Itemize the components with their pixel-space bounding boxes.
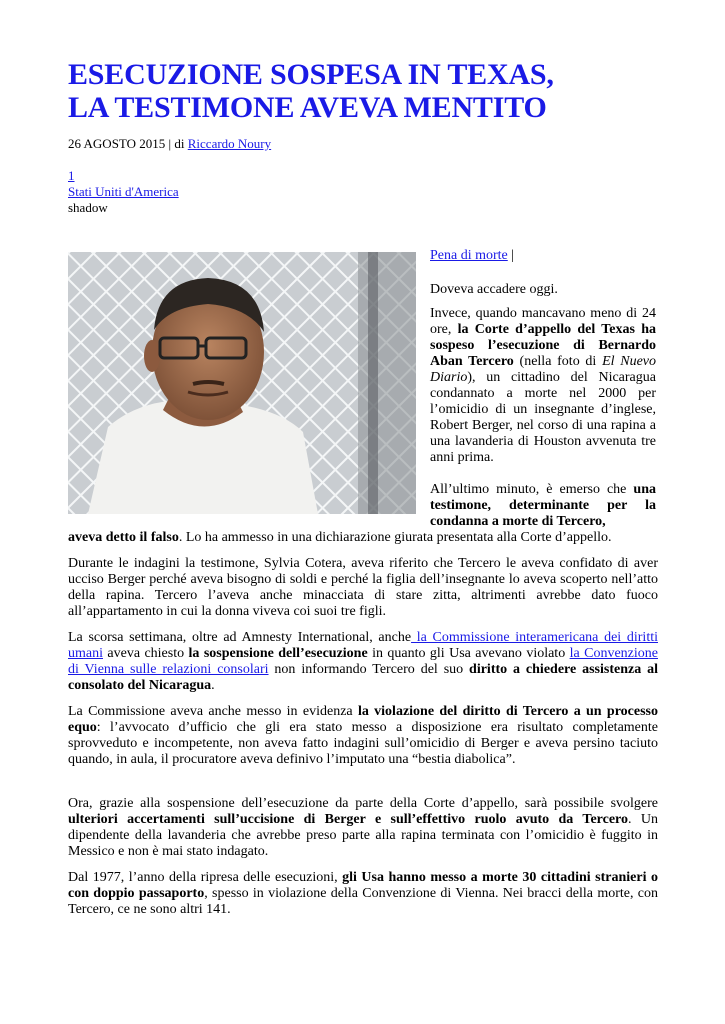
paragraph-4: Durante le indagini la testimone, Sylvia Cotera, aveva riferito che Tercero le aveva confidato di aver ucciso Berger perché aveva bisogno di soldi e perché la figlia dell’insegnante lo aveva scoperto nell’atto della rapina. Tercero l’aveva anche minacciata di stare zitta, altrimenti avrebbe dato fuoco all’appartamento in cui la donna viveva coi suoi tre figli. [68, 556, 658, 619]
tag-block [68, 168, 179, 216]
author-link[interactable]: Riccardo Noury [187, 136, 272, 151]
paragraph-6: La Commissione aveva anche messo in evidenza la violazione del diritto di Tercero a un processo equo: l’avvocato d’ufficio che gli era stato messo a disposizione era risultato completamente sprovveduto e incompetente, non aveva fatto indagini sull’omicidio di Berger e aveva persino taciuto quando, in aula, il procuratore aveva definivo l’imputato una “bestia diabolica”. [68, 704, 658, 767]
commission-link[interactable]: la Commissione interamericana dei diritti umani [68, 630, 658, 661]
paragraph-1: Doveva accadere oggi. [430, 282, 558, 297]
tag-country-link[interactable]: Stati Uniti d'America [68, 184, 179, 199]
photo-illustration [68, 252, 416, 514]
paragraph-3b: aveva detto il falso. Lo ha ammesso in una dichiarazione giurata presentata alla Corte d’appello. [68, 530, 612, 545]
title-line-1: ESECUZIONE SOSPESA IN TEXAS, [68, 58, 554, 91]
article-meta [68, 136, 271, 152]
paragraph-2: Invece, quando mancavano meno di 24 ore, la Corte d’appello del Texas ha sospeso l’esecuzione di Bernardo Aban Tercero (nella foto di El Nuevo Diario), un cittadino del Nicaragua condannato a morte nel 2000 per l’omicidio di un insegnante d’inglese, Robert Berger, nel corso di una rapina a una lavanderia di Houston avvenuta tre anni prima. [430, 306, 657, 465]
paragraph-3-bold-2: aveva detto il falso [68, 530, 179, 545]
tag-shadow-text: shadow [68, 200, 108, 215]
meta-separator: | di [165, 136, 188, 151]
article-date: 26 AGOSTO 2015 [68, 136, 166, 151]
paragraph-3-bold: una testimone, determinante per la condanna a morte di Tercero, [430, 482, 656, 529]
category-separator: | [507, 248, 515, 263]
tag-number-link[interactable]: 1 [68, 168, 75, 183]
paragraph-8: Dal 1977, l’anno della ripresa delle esecuzioni, gli Usa hanno messo a morte 30 cittadini stranieri o con doppio passaporto, spesso in violazione della Convenzione di Vienna. Nei bracci della morte, con Tercero, ce ne sono altri 141. [68, 870, 658, 917]
title-line-2: LA TESTIMONE AVEVA MENTITO [68, 91, 547, 124]
paragraph-7: Ora, grazie alla sospensione dell’esecuzione da parte della Corte d’appello, sarà possibile svolgere ulteriori accertamenti sull’uccisione di Berger e sull’effettivo ruolo avuto da Tercero. Un dipendente della lavanderia che avrebbe preso parte alla rapina terminata con l’omicidio è fuggito in Messico e non è mai stato indagato. [68, 796, 658, 859]
paragraph-3a: All’ultimo minuto, è emerso che una testimone, determinante per la condanna a morte di Tercero, [430, 482, 656, 529]
vienna-convention-link[interactable]: la Convenzione di Vienna sulle relazioni consolari [68, 646, 658, 677]
article-title [68, 58, 688, 124]
newspaper-name: El Nuevo Diario [430, 354, 657, 385]
paragraph-2-bold: la Corte d’appello del Texas ha sospeso l’esecuzione di Bernardo Aban Tercero [430, 322, 656, 369]
category-line [430, 248, 656, 264]
article-photo [68, 252, 416, 514]
category-link[interactable]: Pena di morte [430, 248, 508, 263]
paragraph-5: La scorsa settimana, oltre ad Amnesty International, anche la Commissione interamericana dei diritti umani aveva chiesto la sospensione dell’esecuzione in quanto gli Usa avevano violato la Convenzione di Vienna sulle relazioni consolari non informando Tercero del suo diritto a chiedere assistenza al consolato del Nicaragua. [68, 630, 658, 693]
